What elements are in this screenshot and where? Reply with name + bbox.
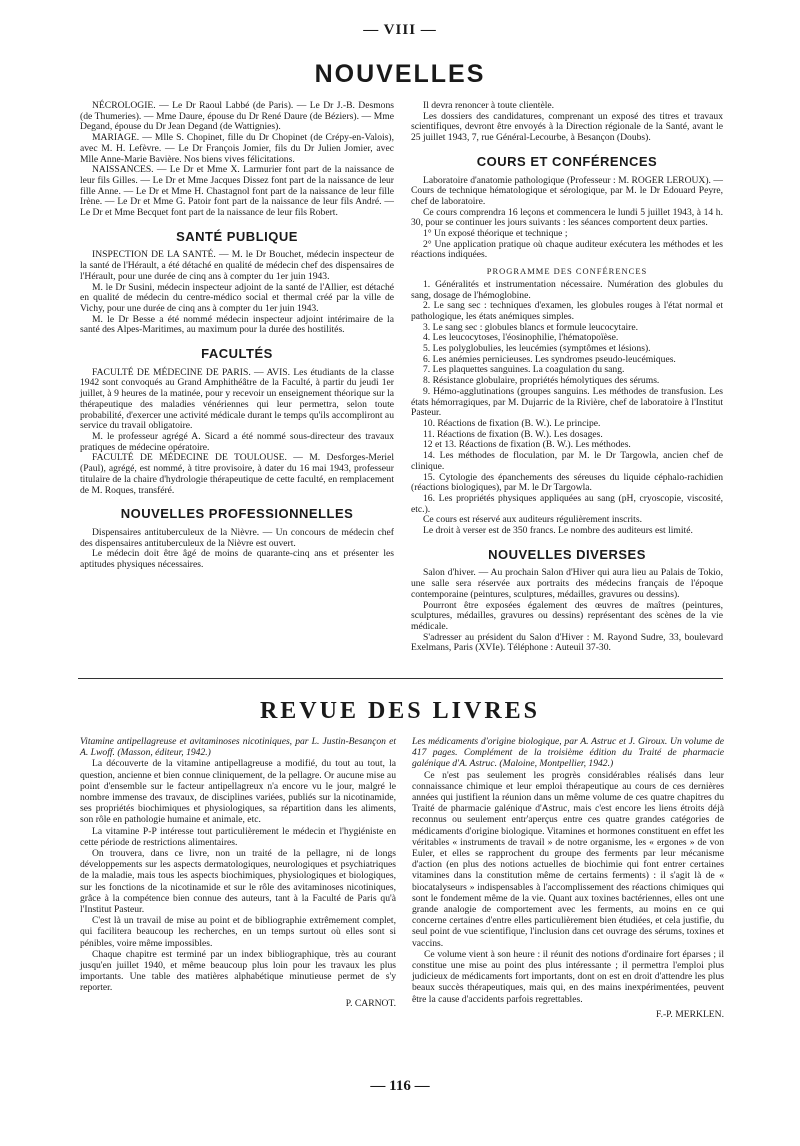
review-signature: F.-P. MERKLEN. xyxy=(656,1008,724,1020)
section-heading-diverses: NOUVELLES DIVERSES xyxy=(488,546,646,562)
list-item: 14. Les méthodes de floculation, par M. le Dr Targowla, ancien chef de clinique. xyxy=(411,450,723,472)
adresse-paragraph: S'adresser au président du Salon d'Hiver : M. Rayond Sudre, 33, boulevard Exelmans, Paris (XVIe). Téléphone : Auteuil 37-30. xyxy=(411,631,723,654)
mariage-paragraph: MARIAGE. — Mlle S. Chopinet, fille du Dr Chopinet (de Crépy-en-Valois), avec M. H. Lefèvre. — Le Dr François Jomier, fils du Dr Julien Jomier, avec Mlle Anne-Marie Bavière. Nos biens vives félicitations. xyxy=(80,132,394,165)
review-paragraph: Ce n'est pas seulement les progrès considérables réalisés dans leur connaissance chimique et leur emploi thérapeutique au cours de ces dernières années qui justifient la réunion dans un même volume de ces quatre chapitres du Traité de pharmacie galénique d'Astruc, mais c'est encore les liens étroits déjà reconnus ou seulement entr'aperçus entre ces quatre grandes catégories de médicaments d'origine biologique. Vitamines et hormones constituent en effet les véritables « instruments de travail » de notre organisme, les « ergones » de von Euler, et elles se rapprochent du groupe des ferments par leur mécanisme d'action (en plus des notions actuelles de biochimie qui font entrer certaines vitamines dans la constitution même de certains ferments) : il s'agit là de « biocatalyseurs » indispensables à l'accomplissement des réactions chimiques qui sont le fondement même de la vie. Quant aux toxines bactériennes, elles ont une grande analogie de comportement avec les ferments, au moins en ce qui concerne certaines d'entre elles particulièrement bien étudiées, et cela justifie, du seul point de vue scientifique, l'inclusion dans cet ouvrage des sérums, toxines et vaccins. xyxy=(412,769,724,949)
review-paragraph: On trouvera, dans ce livre, non un traité de la pellagre, ni de longs développements sur les aspects dermatologiques, neurologiques et psychiatriques de la maladie, mais tous les aspects biochimiques, physiologiques et biologiques, sur les fonctions de la nicotinamide et sur le rôle des avitaminoses nicotiniques, grâce à la compétence bien connue des auteurs, tant à la Faculté de Paris qu'à l'Institut Pasteur. xyxy=(80,848,396,916)
susini-paragraph: M. le Dr Susini, médecin inspecteur adjoint de la santé de l'Allier, est détaché en qualité de médecin du centre-médico social et thermal créé par la ville de Vichy, pour une durée de cinq ans à compter du 1er juin 1943. xyxy=(80,281,394,314)
reserve-paragraph: Ce cours est réservé aux auditeurs régulièrement inscrits. xyxy=(423,514,642,526)
necrologie-paragraph: NÉCROLOGIE. — Le Dr Raoul Labbé (de Paris). — Le Dr J.-B. Desmons (de Thumeries). — Mme Daure, épouse du Dr René Daure (de Béziers). — Mme Degand, épouse du Dr Jean Degand (de Wattignies). xyxy=(80,100,394,133)
oeuvres-paragraph: Pourront être exposées également des œuvres de maîtres (peintures, sculptures, médailles, gravures ou dessins) représentant des scènes de la vie médicale. xyxy=(411,599,723,632)
list-item: 2. Le sang sec : techniques d'examen, les globules rouges à l'état normal et pathologique, les états anémiques simples. xyxy=(411,300,723,322)
laboratoire-paragraph: Laboratoire d'anatomie pathologique (Professeur : M. ROGER LEROUX). — Cours de technique hématologique et sérologique, par M. le Dr Edouard Peyre, chef de laboratoire. xyxy=(411,174,723,207)
salon-paragraph: Salon d'hiver. — Au prochain Salon d'Hiver qui aura lieu au Palais de Tokio, une salle sera réservée aux portraits des médecins français de l'époque contemporaine (peintures, sculptures, médailles, gravures ou dessins). xyxy=(411,567,723,600)
faculte-paris-paragraph: FACULTÉ DE MÉDECINE DE PARIS. — AVIS. Les étudiants de la classe 1942 sont convoqués au Grand Amphithéâtre de la Faculté, à partir du jeudi 1er juillet, à 9 heures de la matinée, pour y recevoir un enseignement théorique sur la thérapeutique des maladies vénériennes qui leur permettra, selon toute probabilité, d'exercer une activité médicale durant le temps qu'ils accompliront au service du travail obligatoire. xyxy=(80,366,394,432)
list-item: 6. Les anémies pernicieuses. Les syndromes pseudo-leucémiques. xyxy=(423,353,676,365)
list-item: 11. Réactions de fixation (B. W.). Les dosages. xyxy=(423,428,603,440)
clientele-paragraph: Il devra renoncer à toute clientèle. xyxy=(423,100,555,111)
section-divider xyxy=(78,678,723,679)
list-item: 4. Les leucocytoses, l'éosinophilie, l'hématopoïèse. xyxy=(423,332,619,344)
review-book-title: Vitamine antipellagreuse et avitaminoses nicotiniques, par L. Justin-Besançon et A. Lwoff. (Masson, éditeur, 1942.) xyxy=(80,736,396,759)
review-paragraph: Ce volume vient à son heure : il réunit des notions d'ordinaire fort éparses ; il constitue une mise au point des plus intéressante ; il permettra l'emploi plus judicieux de médicaments fort importants, dont on est en droit d'attendre les plus beaux succès thérapeutiques, mais qui, en des mains inexpérimentées, peuvent être la cause d'accidents parfois regrettables. xyxy=(412,948,724,1005)
page-number: — 116 — xyxy=(370,1078,430,1094)
list-item: 15. Cytologie des épanchements des séreuses du liquide céphalo-rachidien (réactions biologiques), par M. le Dr Targowla. xyxy=(411,471,723,494)
section-heading-cours: COURS ET CONFÉRENCES xyxy=(476,153,658,169)
review-paragraph: La découverte de la vitamine antipellagreuse a modifié, du tout au tout, la question, ancienne et bien connue cliniquement, de la pellagre. Or aucune mise au point d'ensemble sur le facteur antipellagreux n'a encore vu le jour, malgré le nombre immense des travaux, de disciplines variées, publiés sur la nicotinamide, ses propriétés biochimiques et physiologiques, sa répartition dans les aliments, son rôle en pathologie humaine et animale, etc. xyxy=(80,758,396,826)
review-paragraph: Chaque chapitre est terminé par un index bibliographique, très au courant jusqu'en juillet 1940, et même beaucoup plus loin pour les travaux les plus importants. Une table des matières alphabétique minutieuse permet de s'y reporter. xyxy=(80,948,396,994)
age-paragraph: Le médecin doit être âgé de moins de quarante-cinq ans et présenter les aptitudes physiques nécessaires. xyxy=(80,548,394,571)
list-item: 12 et 13. Réactions de fixation (B. W.). Les méthodes. xyxy=(423,439,631,451)
review-left-column xyxy=(80,736,396,1009)
list-item: 10. Réactions de fixation (B. W.). Le principe. xyxy=(423,417,601,429)
right-column xyxy=(411,101,723,654)
page-title: NOUVELLES xyxy=(314,60,486,88)
naissances-paragraph: NAISSANCES. — Le Dr et Mme X. Larmurier font part de la naissance de leur fils Gilles. — Le Dr et Mme Jacques Dissez font part de la naissance de leur fille Anne. — Le Dr et Mme H. Chastagnol font part de la naissance de leur fille Irène. — Le Dr et Mme G. Patoir font part de la naissance de leur fils André. — Le Dr et Mme Becquet font part de la naissance de leur fils Robert. xyxy=(80,164,394,219)
review-signature: P. CARNOT. xyxy=(345,997,396,1009)
programme-list xyxy=(411,280,723,515)
inspection-paragraph: INSPECTION DE LA SANTÉ. — M. le Dr Bouchet, médecin inspecteur de la santé de l'Hérault, a été détaché en qualité de médecin chef des dispensaires de l'Hérault, pour une durée de cinq ans à compter du 1er juin 1943. xyxy=(80,249,394,282)
section-heading-sante: SANTÉ PUBLIQUE xyxy=(176,228,298,244)
review-paragraph: La vitamine P-P intéresse tout particulièrement le médecin et l'hygiéniste en cette période de restrictions alimentaires. xyxy=(80,825,396,848)
besse-paragraph: M. le Dr Besse a été nommé médecin inspecteur adjoint intérimaire de la santé des Alpes-Maritimes, au maximum pour la durée des hostilités. xyxy=(80,313,394,336)
roman-page-number: — VIII — xyxy=(363,22,437,38)
cours-paragraph: Ce cours comprendra 16 leçons et commencera le lundi 5 juillet 1943, à 14 h. 30, pour se continuer les jours suivants : les séances comportent deux parties. xyxy=(411,206,723,229)
application-paragraph: 2° Une application pratique où chaque auditeur exécutera les méthodes et les réactions indiquées. xyxy=(411,238,723,261)
dossiers-paragraph: Les dossiers des candidatures, comprenant un exposé des titres et travaux scientifiques, devront être envoyés à la Direction régionale de la Santé, avant le 25 juillet 1943, 7, rue Général-Lecourbe, à Besançon (Doubs). xyxy=(411,110,723,144)
nievre-paragraph: Dispensaires antituberculeux de la Nièvre. — Un concours de médecin chef des dispensaires antituberculeux de la Nièvre est ouvert. xyxy=(80,526,394,549)
list-item: 3. Le sang sec : globules blancs et formule leucocytaire. xyxy=(423,321,638,333)
list-item: 16. Les propriétés physiques appliquées au sang (pH, cryoscopie, viscosité, etc.). xyxy=(411,492,723,515)
list-item: 9. Hémo-agglutinations (groupes sanguins. Les méthodes de transfusion. Les états hémorragiques, par M. Dujarric de la Rivière, chef de laboratoire à l'Institut Pasteur. xyxy=(411,385,723,419)
sicard-paragraph: M. le professeur agrégé A. Sicard a été nommé sous-directeur des travaux pratiques de médecine opératoire. xyxy=(80,430,394,453)
programme-heading: PROGRAMME DES CONFÉRENCES xyxy=(486,266,648,277)
expose-paragraph: 1° Un exposé théorique et technique ; xyxy=(423,228,568,240)
list-item: 7. Les plaquettes sanguines. La coagulation du sang. xyxy=(423,364,625,376)
droit-paragraph: Le droit à verser est de 350 francs. Le nombre des auditeurs est limité. xyxy=(423,525,693,537)
review-right-column xyxy=(412,736,724,1020)
review-book-title: Les médicaments d'origine biologique, par A. Astruc et J. Giroux. Un volume de 417 pages. Complément de la troisième édition du Traité de pharmacie galénique d'A. Astruc. (Maloine, Montpellier, 1942.) xyxy=(412,736,724,770)
revue-title: REVUE DES LIVRES xyxy=(259,698,541,724)
review-paragraph: C'est là un travail de mise au point et de bibliographie extrêmement complet, qui facilitera beaucoup les recherches, en un temps surtout où elles sont si pénibles, voire même impossibles. xyxy=(80,915,396,949)
section-heading-nouvelles-pro: NOUVELLES PROFESSIONNELLES xyxy=(120,506,354,522)
list-item: 8. Résistance globulaire, propriétés hémolytiques des sérums. xyxy=(423,375,660,387)
section-heading-facultes: FACULTÉS xyxy=(201,346,273,362)
faculte-toulouse-paragraph: FACULTÉ DE MÉDECINE DE TOULOUSE. — M. Desforges-Meriel (Paul), agrégé, est nommé, à titre provisoire, à dater du 16 mai 1943, professeur titulaire de la chaire d'hydrologie thérapeutique de cette faculté, en remplacement de M. Roques, transféré. xyxy=(80,452,394,496)
left-column xyxy=(80,101,394,571)
list-item: 5. Les polyglobulies, les leucémies (symptômes et lésions). xyxy=(423,343,651,355)
list-item: 1. Généralités et instrumentation nécessaire. Numération des globules du sang, dosage de l'hémoglobine. xyxy=(411,278,723,301)
